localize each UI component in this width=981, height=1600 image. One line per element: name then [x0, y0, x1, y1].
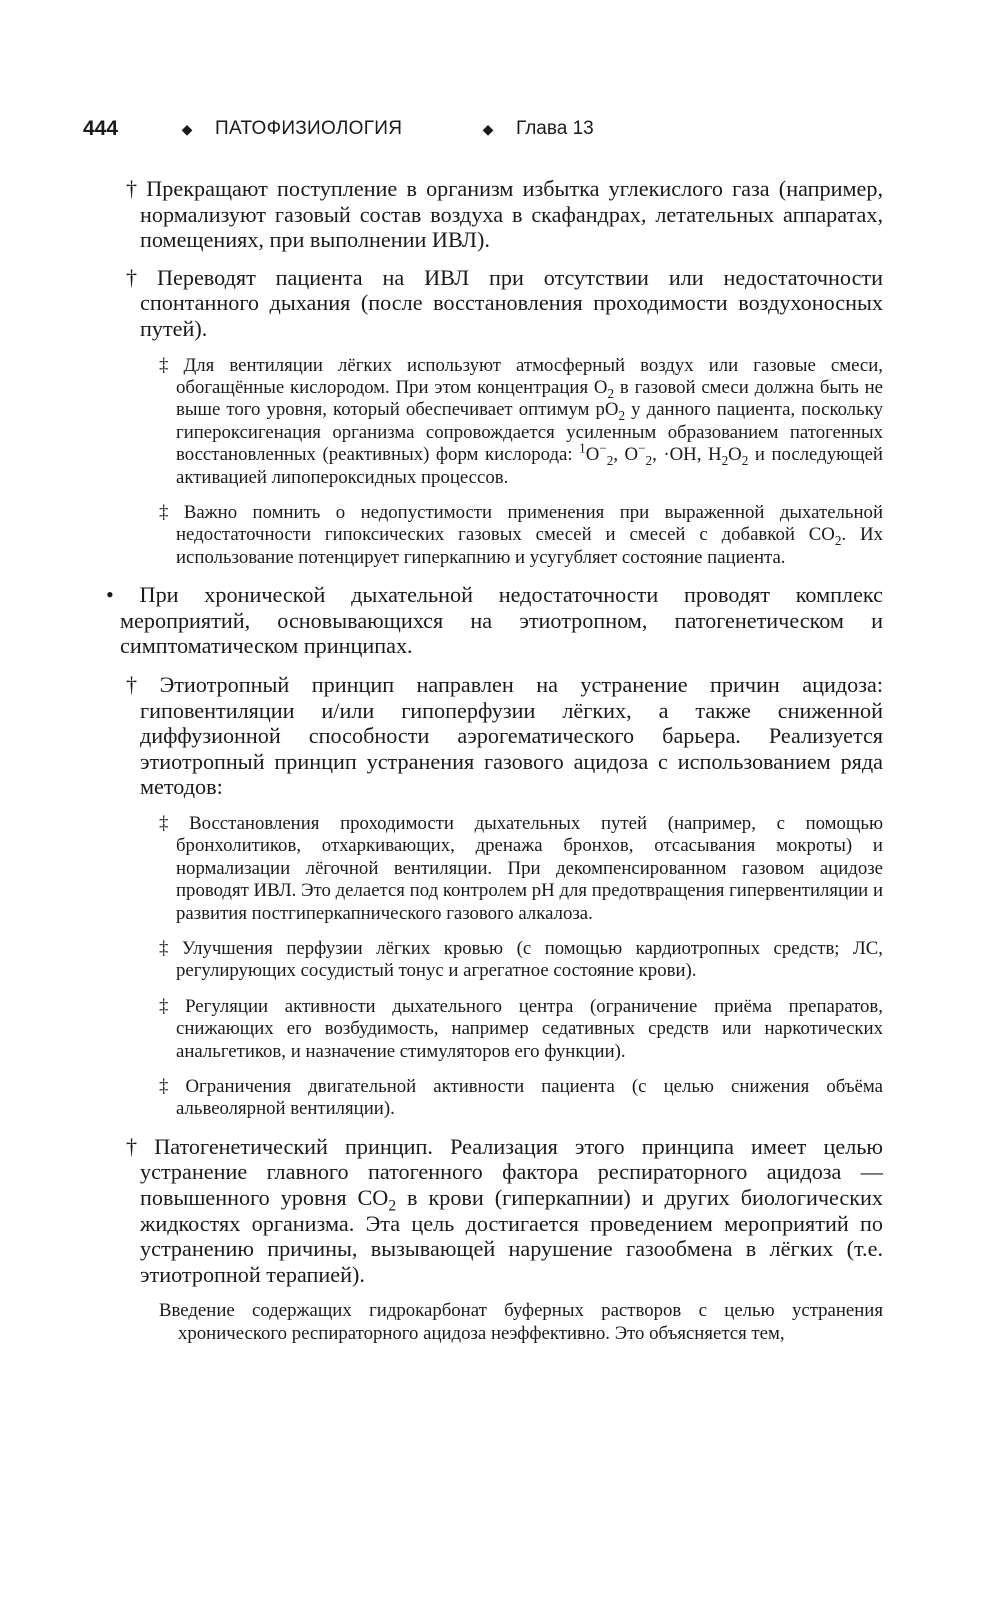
paragraph-pathogenetic-principle — [126, 1134, 883, 1288]
dagger-marker: † — [126, 176, 138, 201]
text-run: O — [728, 444, 742, 466]
page-body — [100, 170, 883, 1345]
diamond-separator-icon: ◆ — [482, 120, 494, 137]
subscript: 2 — [741, 452, 749, 468]
paragraph-etiotropic-principle — [126, 672, 883, 800]
page-number: 444 — [83, 117, 119, 140]
subscript: 2 — [607, 385, 615, 401]
text-run: Важно помнить о недопустимости применения при выраженной дыхательной недостаточности гипоксических газовых смесей и смесей с добавкой CO — [176, 502, 883, 546]
paragraph-text: Улучшения перфузии лёгких кровью (с помощью кардиотропных средств; ЛС, регулирующих сосудистый тонус и агрегатное состояние крови). — [176, 938, 883, 982]
paragraph-oxygen-mixtures — [159, 355, 883, 489]
dagger-marker: † — [126, 1133, 138, 1159]
paragraph-text: Восстановления проходимости дыхательных путей (например, с помощью бронхолитиков, отхаркивающих, дренажа бронхов, отсасывания мокроты) и нормализации лёгочной вентиляции. При декомпенсированном газовом ацидозе проводят ИВЛ. Это делается под контролем pH для предотвращения гипервентиляции и развития постгиперкапнического газового алкалоза. — [176, 812, 883, 924]
paragraph-text: Введение содержащих гидрокарбонат буферных растворов с целью устранения хронического респираторного ацидоза неэффективно. Это объясняется тем, — [159, 1300, 883, 1344]
book-title: ПАТОФИЗИОЛОГИЯ — [215, 118, 403, 139]
paragraph-respiratory-center — [159, 996, 883, 1063]
subscript: 2 — [645, 452, 653, 468]
paragraph-chronic-failure — [106, 582, 883, 659]
paragraph-text: Прекращают поступление в организм избытка углекислого газа (например, нормализуют газовый состав воздуха в скафандрах, летательных аппаратах, помещениях, при выполнении ИВЛ). — [140, 176, 883, 253]
paragraph-text: Этиотропный принцип направлен на устранение причин ацидоза: гиповентиляции и/или гипоперфузии лёгких, а также сниженной диффузионной способности аэрогематического барьера. Реализуется этиотропный принцип устранения газового ацидоза с использованием ряда методов: — [140, 672, 883, 800]
bullet-marker: • — [106, 582, 114, 608]
subscript: 2 — [721, 452, 729, 468]
paragraph-text: Регуляции активности дыхательного центра (ограничение приёма препаратов, снижающих его возбудимость, например седативных средств или наркотических анальгетиков, и назначение стимуляторов его функции). — [176, 995, 884, 1062]
paragraph-text: При хронической дыхательной недостаточности проводят комплекс мероприятий, основывающихся на этиотропном, патогенетическом и симптоматическом принципах. — [120, 582, 883, 659]
subscript: 2 — [834, 533, 842, 549]
text-run: , O — [613, 444, 639, 466]
text-run: O — [585, 444, 600, 466]
text-run: у данного пациента, поскольку гипероксигенация организма сопровождается усиленным образованием патогенных восстановленных (реактивных) форм кислорода: — [176, 399, 883, 466]
paragraph-text: Ограничения двигательной активности пациента (с целью снижения объёма альвеолярной вентиляции). — [176, 1076, 883, 1120]
paragraph-text: Переводят пациента на ИВЛ при отсутствии или недостаточности спонтанного дыхания (после восстановления проходимости воздухоносных путей). — [140, 264, 883, 341]
subscript: 2 — [606, 452, 614, 468]
diamond-separator-icon: ◆ — [181, 120, 193, 137]
paragraph-airway-restoration — [159, 813, 883, 925]
running-header — [83, 117, 891, 141]
subscript: 2 — [618, 408, 626, 424]
text-run: и последующей активацией липопероксидных процессов. — [176, 444, 883, 488]
chapter-label: Глава 13 — [516, 118, 594, 139]
double-dagger-marker: ‡ — [159, 1076, 169, 1098]
text-run: Патогенетический принцип. Реализация этого принципа имеет целью устранение главного патогенного фактора респираторного ацидоза — повышенного уровня CO — [140, 1133, 883, 1211]
paragraph-bicarbonate-note — [159, 1300, 883, 1345]
paragraph-hypoxic-mixtures — [159, 502, 883, 569]
double-dagger-marker: ‡ — [159, 938, 169, 959]
paragraph-perfusion — [159, 938, 883, 983]
superscript: 1 — [579, 440, 586, 456]
text-run: в газовой смеси должна быть не выше того уровня, который обеспечивает оптимум pO — [176, 376, 883, 421]
paragraph-motor-activity — [159, 1076, 883, 1121]
double-dagger-marker: ‡ — [159, 995, 169, 1017]
subscript: 2 — [388, 1197, 397, 1215]
double-dagger-marker: ‡ — [159, 354, 169, 376]
superscript: − — [638, 440, 646, 456]
paragraph-ventilation — [126, 265, 883, 342]
dagger-marker: † — [126, 672, 138, 697]
double-dagger-marker: ‡ — [159, 812, 169, 834]
superscript: − — [599, 440, 607, 456]
text-run: . Их использование потенцирует гиперкапнию и усугубляет состояние пациента. — [176, 524, 883, 568]
text-run: , ·OH, H — [652, 444, 722, 466]
dagger-marker: † — [126, 264, 138, 290]
paragraph-stop-co2 — [126, 176, 883, 253]
text-run: в крови (гиперкапнии) и других биологических жидкостях организма. Эта цель достигается проведением мероприятий по устранению причины, вызывающей нарушение газообмена в лёгких (т.е. этиотропной терапией). — [140, 1185, 883, 1287]
text-run: Для вентиляции лёгких используют атмосферный воздух или газовые смеси, обогащённые кислородом. При этом концентрация O — [176, 354, 883, 398]
double-dagger-marker: ‡ — [159, 502, 169, 523]
